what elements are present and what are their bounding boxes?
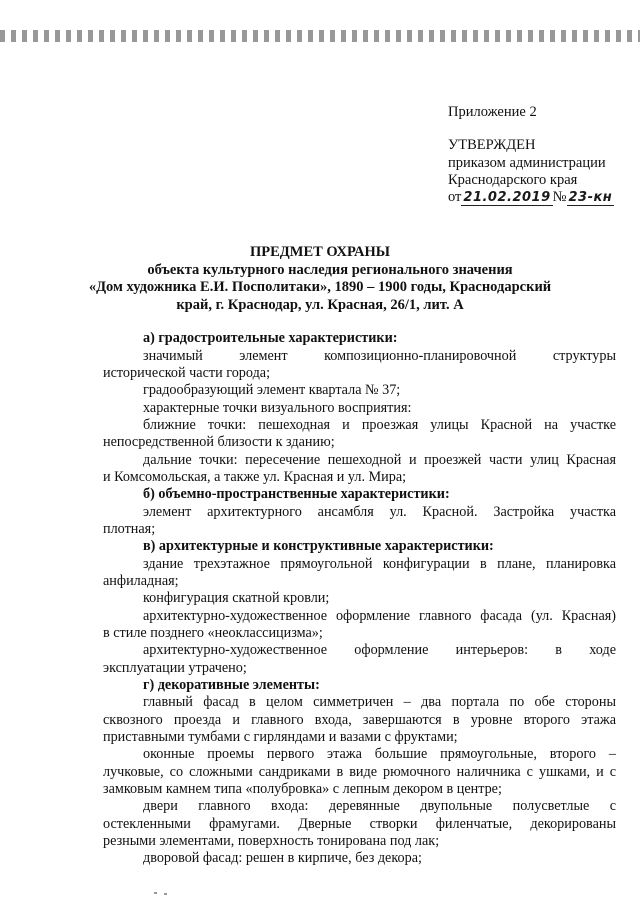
scan-speck — [164, 893, 167, 895]
scan-edge-artifact — [0, 30, 640, 42]
section-d-item1-line3: приставными тумбами с гирляндами и вазами с фруктами; — [103, 729, 458, 745]
section-a-item5-line1: дальние точки: пересечение пешеходной и проезжей части улиц Красная — [143, 452, 616, 468]
section-d-item3-line3: резными элементами, поверхность тонирована под лак; — [103, 833, 440, 849]
section-c-item3-line1: архитектурно-художественное оформление главного фасада (ул. Красная) — [143, 608, 616, 624]
doc-title: ПРЕДМЕТ ОХРАНЫ — [249, 244, 391, 260]
appendix-label: Приложение 2 — [448, 104, 537, 120]
section-a-item1-line2: исторической части города; — [103, 365, 271, 381]
doc-subtitle-2: «Дом художника Е.И. Посполитаки», 1890 – 1900 годы, Краснодарский — [88, 279, 552, 295]
order-line-1: приказом администрации — [448, 155, 606, 171]
doc-subtitle-1: объекта культурного наследия регионального значения — [147, 262, 513, 278]
section-a-heading: а) градостроительные характеристики: — [143, 330, 398, 346]
section-c-item3-line2: в стиле позднего «неоклассицизма»; — [103, 625, 323, 641]
section-c-item2: конфигурация скатной кровли; — [143, 590, 330, 606]
scan-speck — [154, 892, 157, 894]
date-prefix: от — [448, 189, 462, 205]
number-sign: № — [552, 189, 567, 205]
section-c-item4-line2: эксплуатации утрачено; — [103, 660, 247, 676]
section-d-item1-line2: сквозного проезда и главного входа, завершаются в уровне второго этажа — [103, 712, 616, 728]
section-a-item1-line1: значимый элемент композиционно-планировочной структуры — [143, 348, 616, 364]
section-c-item4-line1: архитектурно-художественное оформление интерьеров: в ходе — [143, 642, 616, 658]
section-d-item1-line1: главный фасад в целом симметричен – два портала по обе стороны — [143, 694, 616, 710]
section-a-item4-line1: ближние точки: пешеходная и проезжая улицы Красной на участке — [143, 417, 616, 433]
handwritten-date: 21.02.2019 — [463, 190, 551, 205]
section-c-item1-line1: здание трехэтажное прямоугольной конфигурации в плане, планировка — [143, 556, 616, 572]
doc-subtitle-3: край, г. Краснодар, ул. Красная, 26/1, лит. А — [176, 297, 464, 313]
section-a-item2: градообразующий элемент квартала № 37; — [143, 382, 401, 398]
section-d-item3-line1: двери главного входа: деревянные двупольные полусветлые с — [143, 798, 616, 814]
section-d-item4: дворовой фасад: решен в кирпиче, без декора; — [143, 850, 422, 866]
section-a-item3: характерные точки визуального восприятия: — [143, 400, 412, 416]
section-d-item2-line2: лучковые, со сложными сандриками в виде рюмочного наличника с ушками, и с — [103, 764, 616, 780]
section-a-item5-line2: и Комсомольская, а также ул. Красная и ул. Мира; — [103, 469, 407, 485]
section-d-item2-line1: оконные проемы первого этажа большие прямоугольные, второго – — [143, 746, 616, 762]
order-date-line — [448, 189, 614, 206]
section-a-item4-line2: непосредственной близости к зданию; — [103, 434, 335, 450]
section-b-item1-line2: плотная; — [103, 521, 156, 537]
section-b-item1-line1: элемент архитектурного ансамбля ул. Красной. Застройка участка — [143, 504, 616, 520]
approved-label: УТВЕРЖДЕН — [448, 137, 536, 153]
section-c-item1-line2: анфиладная; — [103, 573, 179, 589]
section-c-heading: в) архитектурные и конструктивные характеристики: — [143, 538, 494, 554]
order-line-2: Краснодарского края — [448, 172, 578, 188]
section-d-heading: г) декоративные элементы: — [143, 677, 320, 693]
handwritten-number: 23-кн — [568, 190, 613, 205]
section-d-item3-line2: остекленными фрамугами. Дверные створки филенчатые, декорированы — [103, 816, 616, 832]
section-d-item2-line3: замковым камнем типа «полубровка» с лепным декором в центре; — [103, 781, 502, 797]
section-b-heading: б) объемно-пространственные характеристики: — [143, 486, 450, 502]
